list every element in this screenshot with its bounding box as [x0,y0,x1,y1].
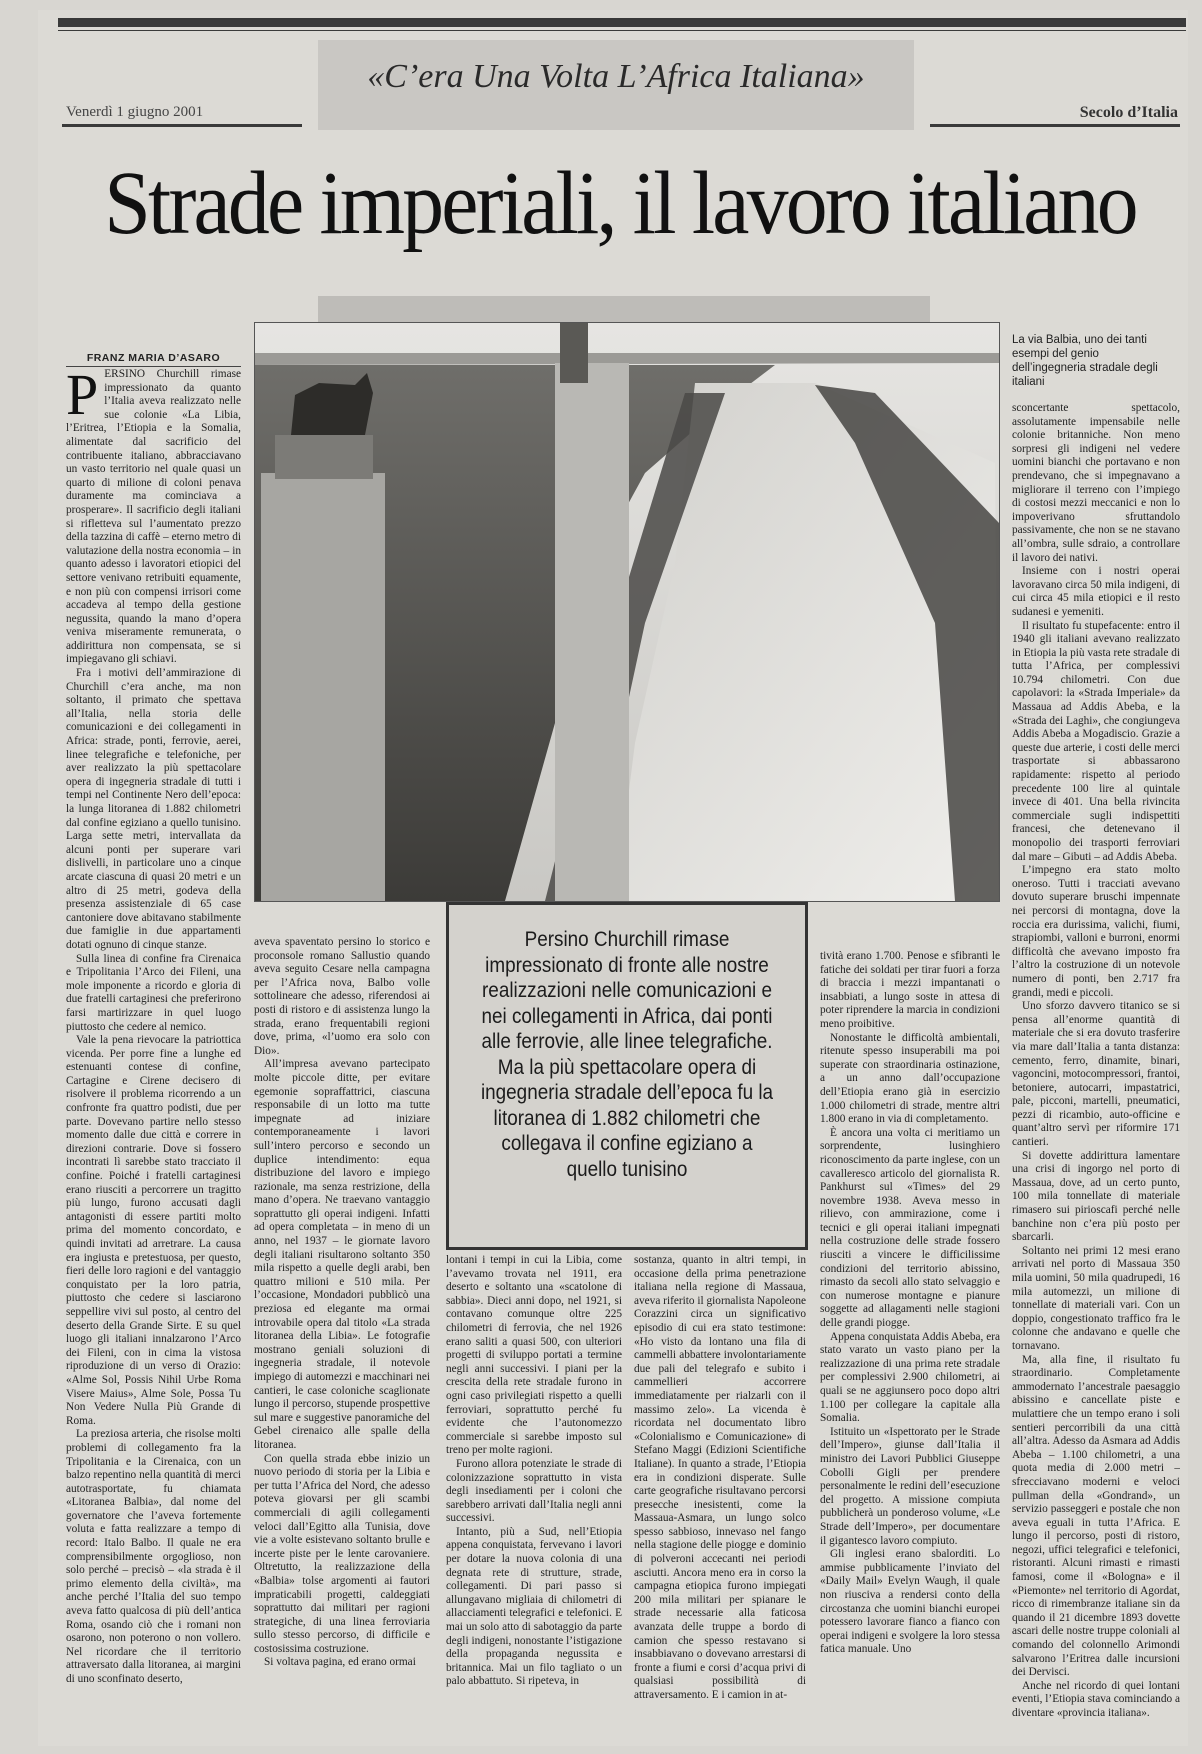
paragraph: Anche nel ricordo di quei lontani eventi, l’Etiopia stava cominciando a diventare «provincia italiana». [1012,1679,1180,1719]
paragraph: Furono allora potenziate le strade di colonizzazione soprattutto in vista degli insediamenti per i coloni che sarebbero arrivati dall’Italia negli anni successivi. [446,1457,622,1525]
article-column-1 [66,368,241,1738]
column-right [555,363,629,901]
photo-caption: La via Balbia, uno dei tanti esempi del genio dell’ingegneria stradale degli italiani [1012,334,1158,388]
paragraph: Soltanto nei primi 12 mesi erano arrivati nel porto di Massaua 350 mila uomini, 50 mila quadrupedi, 16 mila automezzi, un milione di tonnellate di materiali vari. Con un doppio, congestionato traffico fra le colonne che andavano e quelle che tornavano. [1012,1244,1180,1352]
top-rule-thin [58,30,1186,31]
drop-cap: P [66,368,99,427]
left-header-rule [62,124,302,127]
column-capital [560,323,588,383]
paragraph: Il risultato fu stupefacente: entro il 1940 gli italiani avevano realizzato in Etiopia la più vasta rete stradale di tutta l’Africa, per complessivi 10.794 chilometri. Con due capolavori: la «Strada Imperiale» da Massaua ad Addis Abeba, e la «Strada dei Laghi», che congiungeva Addis Abeba a Mogadiscio. Grazie a queste due arterie, i costi delle merci trasportate si abbassarono rapidamente: rispetto al periodo precedente 100 lire al quintale invece di 401. Una bella rivincita commerciale sugli indispettiti francesi, che detenevano il monopolio dei trasporti ferroviari dal mare – Gibuti – ad Addis Abeba. [1012,619,1180,863]
paragraph: Insieme con i nostri operai lavoravano circa 50 mila indigeni, di cui circa 45 mila etiopici e il resto sudanesi e yemeniti. [1012,565,1180,618]
paragraph: Nonostante le difficoltà ambientali, ritenute spesso insuperabili ma poi superate con straordinaria ostinazione, a un anno dall’occupazione dell’Etiopia erano già in esercizio 1.000 chilometri di strade, mentre altri 1.800 erano in via di completamento. [820,1031,1000,1126]
paragraph: Appena conquistata Addis Abeba, era stato varato un vasto piano per la realizzazione di una prima rete stradale per complessivi 2.900 chilometri, ai quali se ne aggiunsero poco dopo altri 1.100 per collegare la capitale alla Somalia. [820,1330,1000,1425]
paragraph: Gli inglesi erano sbalorditi. Lo ammise pubblicamente l’inviato del «Daily Mail» Evelyn Waugh, il quale non riusciva a rendersi conto della circostanza che uomini bianchi europei potessero lavorare fianco a fianco con operai indigeni e svolgere la loro stessa fatica manuale. Uno [820,1548,1000,1656]
paragraph: Uno sforzo davvero titanico se si pensa all’enorme quantità di materiale che si era dovuto trasferire via mare dall’Italia a tanta distanza: cemento, ferro, dinamite, binari, vagoncini, motocompressori, frantoi, betoniere, autocarri, impastatrici, pale, picconi, martelli, pneumatici, pezzi di ricambio, auto-officine e quant’altro servì per riformire 171 cantieri. [1012,1000,1180,1149]
paragraph: L’impegno era stato molto oneroso. Tutti i tracciati avevano dovuto superare bruschi impennate nei percorsi di montagna, dove la roccia era durissima, valichi, fiumi, strapiombi, valloni e burroni, enormi difficoltà che avevano imposto fra l’altro la costruzione di un notevole numero di ponti, ben 2.717 fra grandi, medi e piccoli. [1012,864,1180,999]
paragraph: Intanto, più a Sud, nell’Etiopia appena conquistata, fervevano i lavori per dotare la nuova colonia di una degnata rete di strutture, strade, collegamenti. Di pari passo si allungavano migliaia di chilometri di allacciamenti telegrafici e telefonici. E mai un solo atto di sabotaggio da parte degli indigeni, nonostante l’istigazione della propaganda negussita e britannica. Mai un filo tagliato o un palo abbattuto. Si ripeteva, in [446,1525,622,1688]
paragraph: sconcertante spettacolo, assolutamente impensabile nelle colonie britanniche. Non meno sorpresi gli indigeni nel vedere uomini bianchi che portavano e non prendevano, che si impegnavano a migliorare il terreno con l’impiego di costosi mezzi meccanici e non lo impoverivano sfruttandolo passivamente, che non se ne stavano all’ombra, sulle sdraio, a controllare il lavoro dei nativi. [1012,402,1180,564]
paragraph: Sulla linea di confine fra Cirenaica e Tripolitania l’Arco dei Fileni, una mole imponente a ricordo e gloria di due fratelli cartaginesi che preferirono farsi martirizzare in quel luogo piuttosto che cedere al nemico. [66,952,241,1033]
paragraph: Con quella strada ebbe inizio un nuovo periodo di storia per la Libia e per tutta l’Africa del Nord, che adesso poteva giovarsi per gli scambi commerciali di agili collegamenti veloci dall’Egitto alla Tunisia, dove vie a volte esistevano soltanto brulle e incerte piste per le lente carovaniere. Oltretutto, la realizzazione della «Balbia» tolse argomenti ai fautori impraticabili progetti, caldeggiati soprattutto dai militari per ragioni strategiche, di una linea ferroviaria sullo stesso percorso, di difficile e costosissima costruzione. [254,1452,430,1655]
article-column-6 [1012,402,1180,1738]
paragraph: sostanza, quanto in altri tempi, in occasione della prima penetrazione italiana nella regione di Massaua, aveva riferito il giornalista Napoleone Corazzini circa un significativo episodio di cui era stato testimone: «Ho visto da lontano una fila di cammelli abbattere involontariamente due pali del telegrafo e subito i cammellieri accorrere immediatamente per rialzarli con il massimo zelo». La vicenda è ricordata nel documentato libro «Colonialismo e Comunicazione» di Stefano Maggi (Edizioni Scientifiche Italiane). In quanto a strade, l’Etiopia era in condizioni disperate. Sulle carte geografiche risultavano percorsi presecche inesistenti, come la Massaua-Asmara, un lungo solco spesso sabbioso, innevaso nel fango nella stagione delle piogge e dominio di polveroni accecanti nei periodi asciutti. Ancora meno era in corso la campagna etiopica furono impiegati 200 mila militari per spianare le strade necessarie alla faticosa avanzata delle truppe a bordo di camion che spesso restavano si insabbiavano o dovevano arrestarsi di fronte a fiumi e corsi d’acqua privi di qualsiasi possibilità di attraversamento. E i camion in at- [634,1254,806,1701]
paragraph: Ma, alla fine, il risultato fu straordinario. Completamente ammodernato l’ancestrale paesaggio abissino e cancellate piste e mulattiere che un tempo erano i soli sentieri percorribili da una città all’altra. Adesso da Asmara ad Addis Abeba – 1.100 chilometri, a una quota media di 2.000 metri – sfrecciavano moderni e veloci pullman della «Gondrand», un servizio passeggeri e postale che non aveva eguali in tutta l’Africa. E lungo il percorso, posti di ristoro, negozi, uffici telegrafici e telefonici, ristoranti. Alcuni rimasti e rimasti famosi, come il «Bologna» e il «Piemonte» nel territorio di Agordat, ricco di rimembranze italiane sin da quando il 21 dicembre 1893 dovette ascari delle nostre truppe coloniali al comando del colonnello Arimondi salvarono l’Eritrea dalle incursioni dei Dervisci. [1012,1353,1180,1679]
paragraph: Fra i motivi dell’ammirazione di Churchill c’era anche, ma non soltanto, il primato che spettava all’Italia, nella storia delle comunicazioni e dei collegamenti in Africa: strade, ponti, ferrovie, aerei, linee telegrafiche e telefoniche, per aver realizzato la più spettacolare opera di ingegneria stradale di tutti i tempi nel Continente Nero dell’epoca: la lunga litoranea di 1.882 chilometri dal confine egiziano a quello tunisino. Larga sette metri, intervallata da alcuni ponti per superare vari dislivelli, in particolare uno a cinque arcate ciascuna di quasi 20 metri e un altro di 25 metri, godeva della presenza assistenziale di 65 case cantoniere dove abitavano stabilmente due famiglie in due appartamenti dotati ognuno di cinque stanze. [66,667,241,951]
paragraph: Si voltava pagina, ed erano ormai [264,1656,416,1669]
article-column-2 [254,936,430,1738]
pull-quote-text: Persino Churchill rimase impressionato di fronte alle nostre realizzazioni nelle comunicazioni e nei collegamenti in Africa, dai ponti alle ferrovie, alle linee telegrafiche. Ma la più spettacolare opera di ingegneria stradale dell’epoca fu la litoranea di 1.882 chilometri che collegava il confine egiziano a quello tunisino [480,928,774,1181]
article-column-5 [820,950,1000,1738]
section-kicker: «C’era Una Volta L’Africa Italiana» [367,58,865,95]
article-column-4 [634,1254,806,1738]
article-column-3 [446,1254,622,1738]
photo-illustration [255,323,999,901]
paragraph: aveva spaventato persino lo storico e proconsole romano Sallustio quando aveva seguito Cesare nella campagna per l’Africa nova, Balbo volle sottolineare che adesso, riferendosi ai posti di ristoro e di assistenza lungo la strada, erano frequentabili regioni dove, prima, «l’uomo era solo con Dio». [254,936,430,1057]
issue-date: Venerdì 1 giugno 2001 [66,104,204,120]
paragraph: Si dovette addirittura lamentare una crisi di ingorgo nel porto di Massaua, dove, ad un certo punto, 100 mila tonnellate di materiale rimasero sui pirioscafi perché nelle banchine non c’era più posto per sbarcarli. [1012,1149,1180,1244]
statue-pedestal [275,435,373,479]
paragraph: Istituito un «Ispettorato per le Strade dell’Impero», giunse dall’Italia il ministro dei Lavori Pubblici Giuseppe Cobolli Gigli per prendere personalmente le redini dell’esecuzione del progetto. A missione compiuta pubblicherà un ponderoso volume, «Le Strade dell’Impero», per documentare il gigantesco lavoro compiuto. [820,1425,1000,1547]
paragraph: tività erano 1.700. Penose e sfibranti le fatiche dei soldati per tirar fuori a forza di braccia i mezzi impantanati o insabbiati, a lungo soste in attesa di poter riprendere la marcia in condizioni meno proibitive. [820,950,1000,1030]
author-byline: FRANZ MARIA D’ASARO [66,352,241,367]
paragraph: Vale la pena rievocare la patriottica vicenda. Per porre fine a lunghe ed estenuanti contese di confine, Cartagine e Cirene decisero di risolvere il problema ricorrendo a un confronte fra quattro podisti, due per parte. Dovevano partire nello stesso momento dalle due città e correre in direzioni contrarie. Dove si fossero incontrati lì sarebbe stato tracciato il confine. Poiché i fratelli cartaginesi erano riusciti a percorrere un tragitto più lungo, furono accusati dagli antagonisti di essere partiti molto prima del momento concordato, e quindi invitati ad arretrare. La causa era ingiusta e pretestuosa, per questo, fieri delle loro ragioni e del vantaggio conquistato per la loro patria, piuttosto che cedere si lasciarono seppellire vivi sul posto, al centro del deserto della Grande Sirte. E su quel luogo gli italiani innalzarono l’Arco dei Fileni, con in cima la vistosa riproduzione di un verso di Orazio: «Alme Sol, Possis Nihil Urbe Roma Visere Maius», Alme Sole, Possa Tu Non Vedere Nulla Più Grande di Roma. [66,1034,241,1427]
top-rule [58,18,1186,27]
right-header-rule [930,124,1180,127]
newspaper-masthead: Secolo d’Italia [1079,104,1178,121]
pull-quote-box [446,902,808,1250]
via-balbia-photo [254,322,1000,902]
paragraph: La preziosa arteria, che risolse molti problemi di collegamento fra la Tripolitania e la Cirenaica, con un balzo repentino nella quantità di merci autotrasportate, fu chiamata «Litoranea Balbia», dal nome del governatore che l’aveva fortemente voluta e fatta realizzare a tempo di record: Italo Balbo. Il quale ne era comprensibilmente orgoglioso, non solo perché – precisò – «la strada è il primo elemento della civiltà», ma anche perché l’Italia del suo tempo aveva fatto qualcosa di più dell’antica Roma, osando ciò che i romani non osarono, non poterono o non vollero. Nel ricordare che il territorio attraversato dalla litoranea, ai margini di uno sconfinato deserto, [66,1428,241,1685]
article-headline: Strade imperiali, il lavoro italiano [104,154,1136,253]
paragraph: lontani i tempi in cui la Libia, come l’avevamo trovata nel 1911, era deserto e soltanto una «scatolone di sabbia». Dieci anni dopo, nel 1921, si contavano comunque oltre 225 chilometri di ferrovia, che nel 1926 erano saliti a quasi 500, con ulteriori progetti di sviluppo portati a termine negli anni successivi. I piani per la crescita della rete stradale furono in ogni caso privilegiati rispetto a quelli ferroviari, soprattutto perché fu evidente che l’autonomezzo commerciale si sarebbe imposto sul treno per molte ragioni. [446,1254,622,1457]
paragraph: ERSINO Churchill rimase impressionato da quanto l’Italia aveva realizzato nelle sue colonie «La Libia, l’Eritrea, l’Etiopia e la Somalia, alimentate dal sacrificio del contribuente italiano, abbracciavano un vasto territorio nel quale quasi un quarto di milione di coloni penava duramente ma cominciava a prosperare». Il sacrificio degli italiani si rifletteva sul l’aumentato prezzo della tazzina di caffè – eterno metro di valutazione della nostra economia – in quanto adesso i lavoratori etiopici del settore venivano retribuiti equamente, e non più con compensi irrisori come accadeva al tempo della gestione negussita, quando la mano d’opera veniva miseramente remunerata, o addirittura non compensata, se si impiegavano gli schiavi. [66,368,241,666]
paragraph: È ancora una volta ci meritiamo un sorprendente, lusinghiero riconoscimento da parte inglese, con un cavalleresco articolo del giornalista R. Pankhurst sul «Times» del 29 novembre 1938. Aveva messo in rilievo, con ammirazione, come i tecnici e gli operai italiani impegnati nella costruzione delle strade fossero riusciti a vincere le difficilissime condizioni del territorio abissino, rimasto da secoli allo stato selvaggio e con numerose montagne e pianure soggette ad allagamenti nelle stagioni delle grandi piogge. [820,1126,1000,1330]
paragraph: All’impresa avevano partecipato molte piccole ditte, per evitare egemonie sopraffattrici, ciascuna responsabile di un lotto ma tutte impegnate ad iniziare contemporaneamente i lavori sull’intero percorso e secondo un duplice intendimento: equa distribuzione del lavoro e impiego razionale, ma senza restrizione, della mano d’opera. Ne traevano vantaggio soprattutto gli operai indigeni. Infatti ad opera completata – in meno di un anno, nel 1937 – le giornate lavoro degli italiani risultarono soltanto 350 mila rispetto a quelle degli arabi, ben quattro milioni e 510 mila. Per l’occasione, Mondadori pubblicò una preziosa ed elegante ma ormai introvabile opera dal titolo «La strada litoranea della Libia». Le fotografie mostrano geniali soluzioni di ingegneria stradale, il notevole impiego di automezzi e macchinari nei cantieri, le case coloniche scaglionate lungo il percorso, stupende prospettive sul mare e suggestive panoramiche del Gebel cirenaico alle spalle della litoranea. [254,1058,430,1451]
column-left [261,473,385,901]
